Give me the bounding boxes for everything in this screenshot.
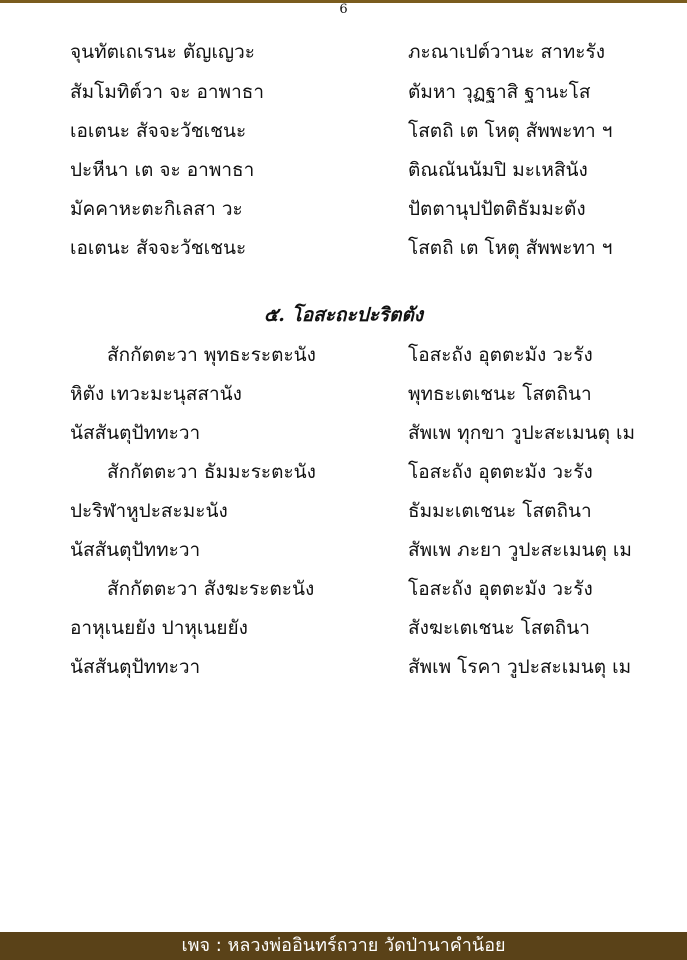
verse-right: โอสะถัง อุตตะมัง วะรัง bbox=[408, 344, 593, 366]
verse-row bbox=[0, 381, 687, 421]
verse-left: นัสสันตุปัททะวา bbox=[70, 539, 201, 561]
verse-row bbox=[0, 118, 687, 158]
verse-right: ติณณันนัมปิ มะเหสินัง bbox=[408, 159, 588, 181]
verse-row bbox=[0, 342, 687, 382]
footer-text: เพจ : หลวงพ่ออินทร์ถวาย วัดป่านาคำน้อย bbox=[181, 935, 506, 956]
verse-row bbox=[0, 39, 687, 79]
footer-bar bbox=[0, 932, 687, 960]
verse-right: สัพเพ ทุกขา วูปะสะเมนตุ เม bbox=[408, 422, 636, 444]
verse-left: ปะหีนา เต จะ อาพาธา bbox=[70, 159, 255, 181]
verse-row bbox=[0, 79, 687, 119]
verse-row bbox=[0, 654, 687, 694]
verse-row bbox=[0, 157, 687, 197]
verse-left: นัสสันตุปัททะวา bbox=[70, 656, 201, 678]
section-title: ๕. โอสะถะปะริตตัง bbox=[263, 304, 424, 326]
verse-right: โสตถิ เต โหตุ สัพพะทา ฯ bbox=[408, 237, 613, 259]
verse-left: นัสสันตุปัททะวา bbox=[70, 422, 201, 444]
verse-row bbox=[0, 235, 687, 275]
verse-right: สัพเพ ภะยา วูปะสะเมนตุ เม bbox=[408, 539, 632, 561]
verse-left: จุนทัตเถเรนะ ตัญเญวะ bbox=[70, 41, 255, 63]
verse-left: สักกัตตะวา ธัมมะระตะนัง bbox=[107, 461, 316, 483]
verse-right: ภะณาเปต์วานะ สาทะรัง bbox=[408, 41, 605, 63]
verse-row bbox=[0, 498, 687, 538]
page-number: 6 bbox=[339, 2, 348, 17]
verse-left: หิตัง เทวะมะนุสสานัง bbox=[70, 383, 242, 405]
verse-right: ตัมหา วุฏฐาสิ ฐานะโส bbox=[408, 81, 591, 103]
verse-left: เอเตนะ สัจจะวัชเชนะ bbox=[70, 237, 247, 259]
verse-left: ปะริฬาหูปะสะมะนัง bbox=[70, 500, 228, 522]
verse-left: สักกัตตะวา สังฆะระตะนัง bbox=[107, 578, 315, 600]
verse-left: เอเตนะ สัจจะวัชเชนะ bbox=[70, 120, 247, 142]
verse-left: สัมโมทิต์วา จะ อาพาธา bbox=[70, 81, 265, 103]
verse-right: สัพเพ โรคา วูปะสะเมนตุ เม bbox=[408, 656, 632, 678]
verse-row bbox=[0, 615, 687, 655]
verse-right: พุทธะเตเชนะ โสตถินา bbox=[408, 383, 592, 405]
verse-right: ธัมมะเตเชนะ โสตถินา bbox=[408, 500, 592, 522]
verse-right: โสตถิ เต โหตุ สัพพะทา ฯ bbox=[408, 120, 613, 142]
verse-row bbox=[0, 196, 687, 236]
verse-left: อาหุเนยยัง ปาหุเนยยัง bbox=[70, 617, 248, 639]
verse-row bbox=[0, 537, 687, 577]
verse-row bbox=[0, 576, 687, 616]
verse-left: สักกัตตะวา พุทธะระตะนัง bbox=[107, 344, 316, 366]
verse-left: มัคคาหะตะกิเลสา วะ bbox=[70, 198, 243, 220]
verse-row bbox=[0, 459, 687, 499]
verse-right: โอสะถัง อุตตะมัง วะรัง bbox=[408, 461, 593, 483]
verse-right: สังฆะเตเชนะ โสตถินา bbox=[408, 617, 590, 639]
verse-row bbox=[0, 420, 687, 460]
verse-right: โอสะถัง อุตตะมัง วะรัง bbox=[408, 578, 593, 600]
verse-right: ปัตตานุปปัตติธัมมะตัง bbox=[408, 198, 586, 220]
